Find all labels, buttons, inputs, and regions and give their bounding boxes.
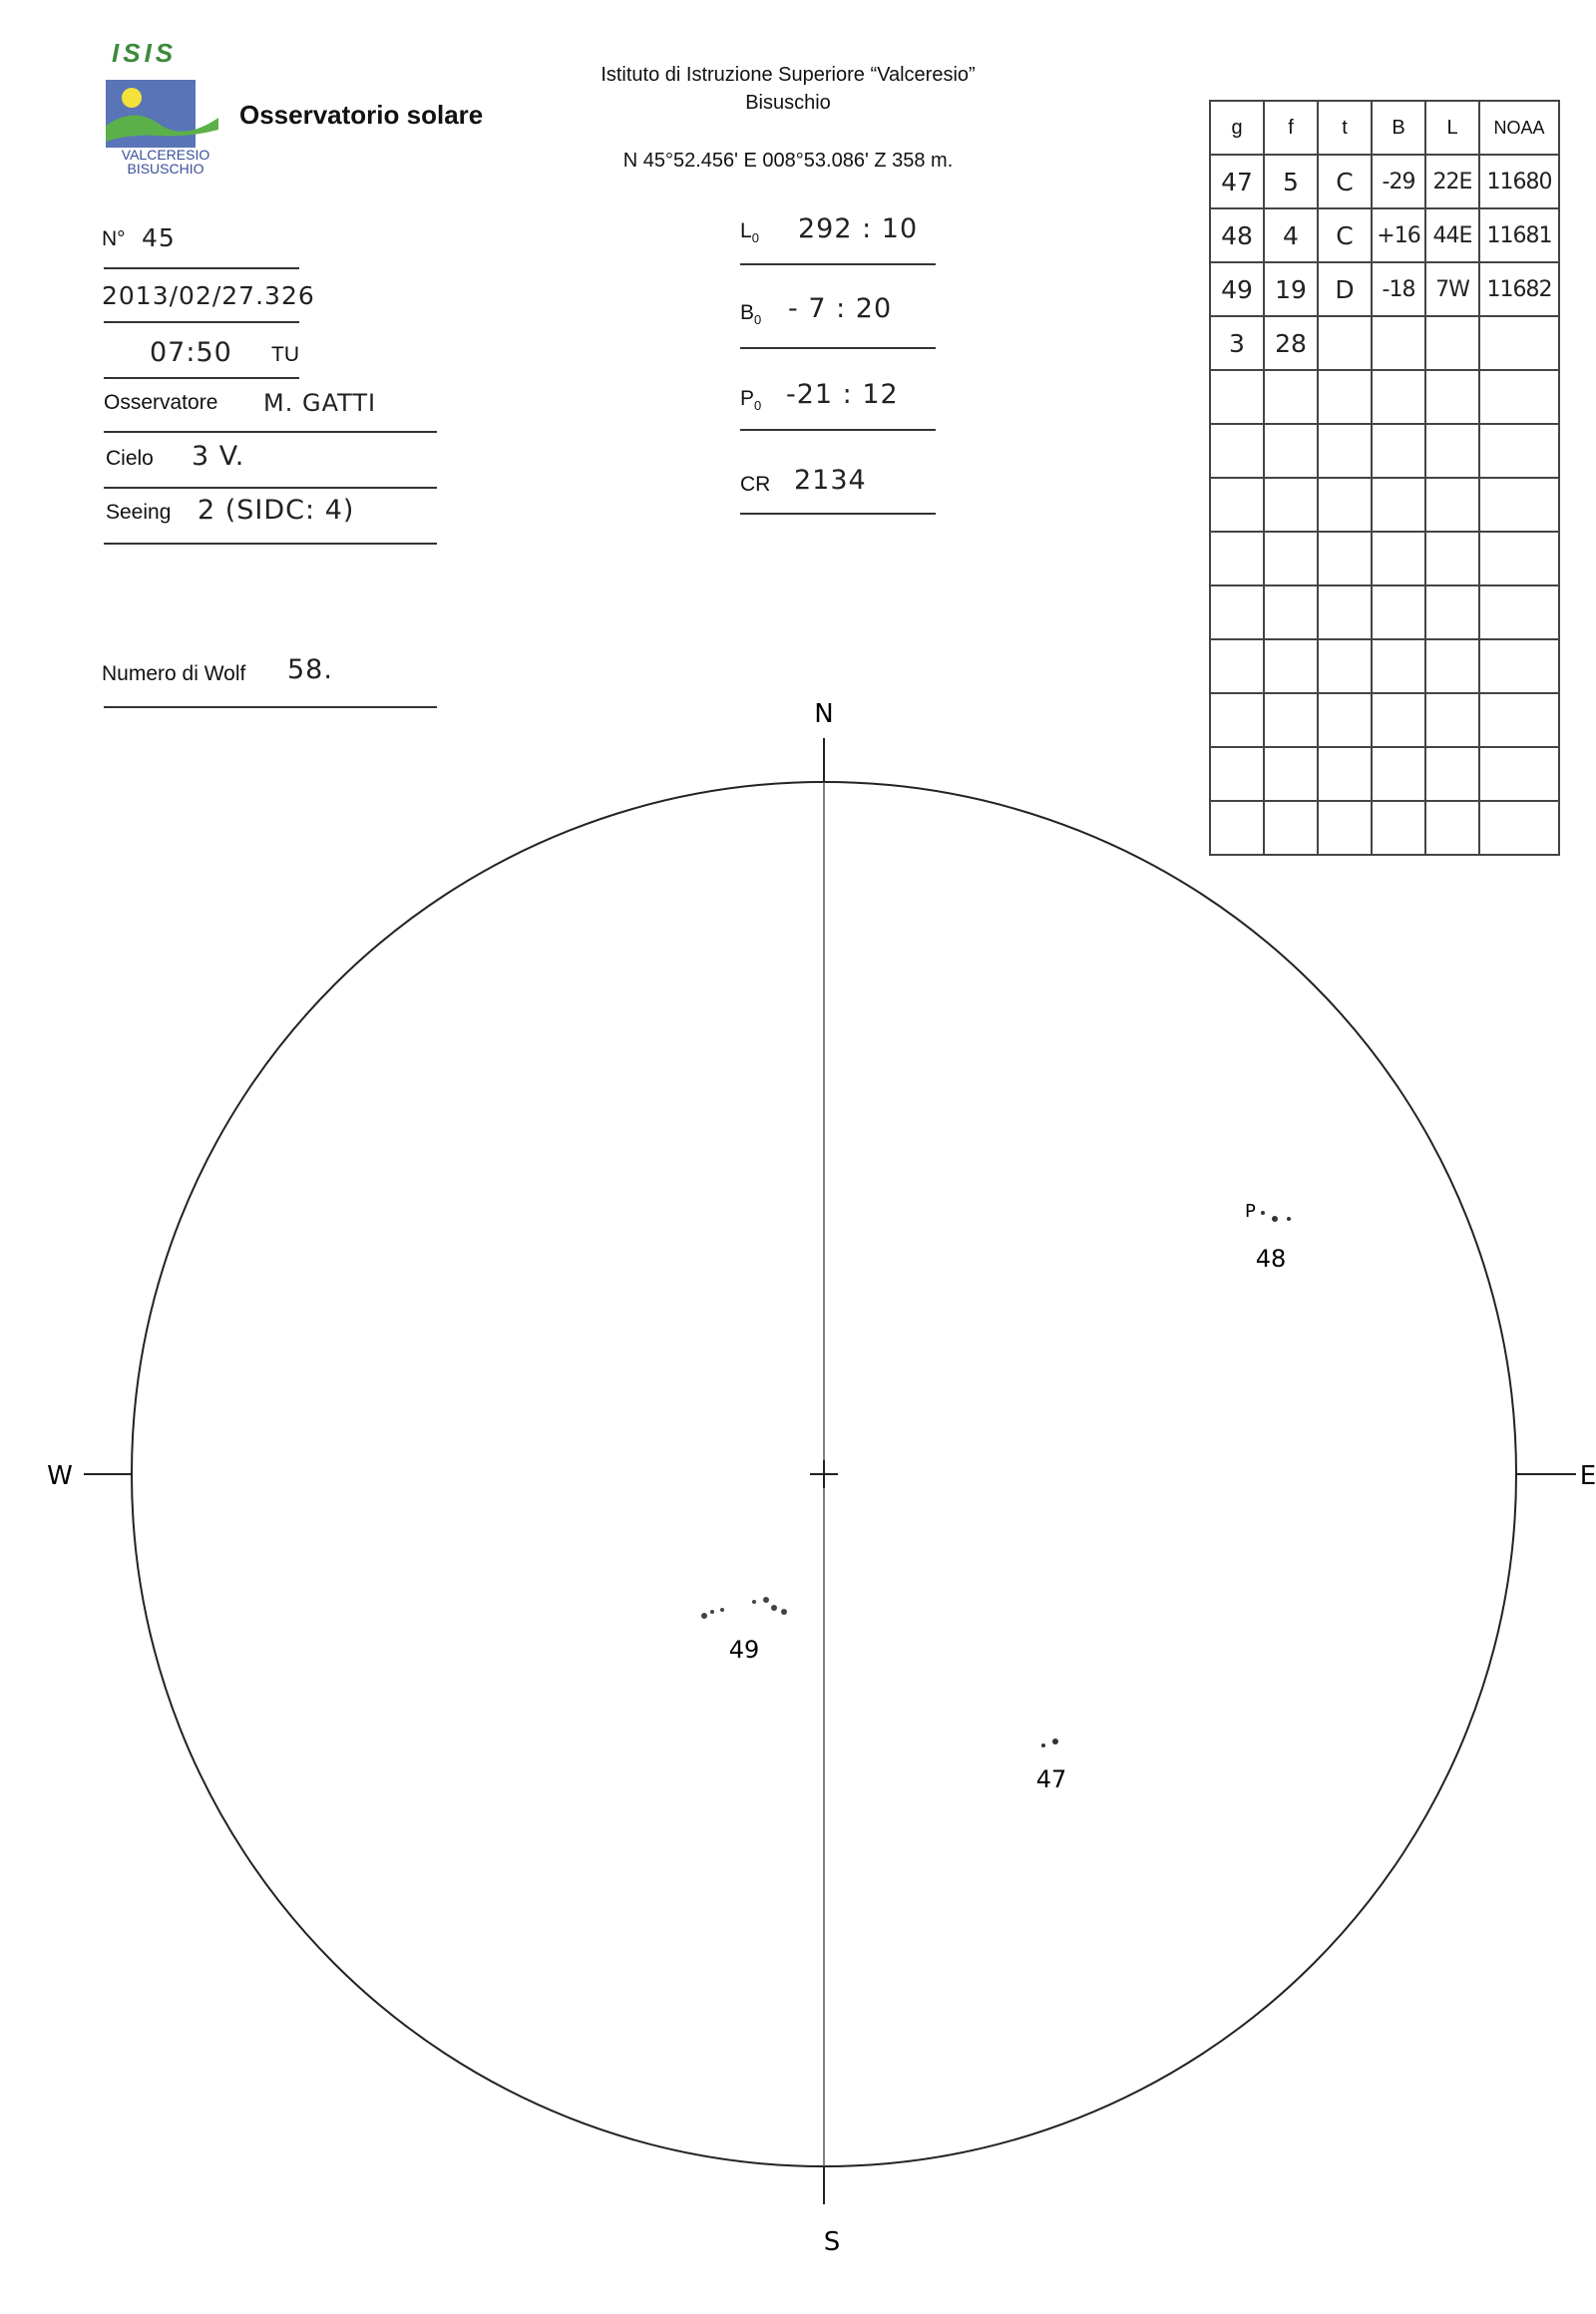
cell-g: 49 (1210, 262, 1264, 316)
header-l: L (1425, 101, 1479, 155)
group-label-49: 49 (728, 1636, 760, 1664)
group-label-48: 48 (1255, 1245, 1287, 1273)
south-label: S (823, 2227, 841, 2257)
logo-wordmark: ISIS (112, 38, 178, 68)
sky-value: 3 V. (192, 441, 245, 472)
sunspot-group-49 (701, 1597, 787, 1664)
sky-label: Cielo (106, 447, 154, 470)
cell-noaa: 11682 (1479, 262, 1559, 316)
p0-label: $P_0$ (740, 387, 762, 414)
cr-value: 2134 (794, 465, 867, 496)
cell-f: 28 (1264, 316, 1318, 370)
sunspot-dot (1261, 1211, 1265, 1215)
sunspot-dot (701, 1613, 707, 1619)
time-unit: TU (271, 343, 299, 366)
cell-noaa: 11681 (1479, 208, 1559, 262)
header-noaa: NOAA (1479, 101, 1559, 155)
header-b: B (1372, 101, 1425, 155)
penumbra-mark: P (1245, 1201, 1256, 1222)
sunspot-dot (781, 1609, 787, 1615)
time-value: 07:50 (150, 337, 232, 368)
cell-l: 7W (1425, 262, 1479, 316)
cell-l: 44E (1425, 208, 1479, 262)
cell-g: 47 (1210, 155, 1264, 208)
sunspot-dot (752, 1600, 756, 1604)
sunspot-dot (771, 1605, 777, 1611)
sunspot-group-48 (1245, 1201, 1291, 1273)
logo-subtitle-line-1: VALCERESIO (121, 147, 210, 163)
number-label: N° (102, 227, 126, 250)
logo-subtitle-line-2: BISUSCHIO (127, 161, 204, 177)
p0-value: -21 : 12 (786, 379, 899, 410)
cell-b: -18 (1372, 262, 1425, 316)
cell-t: C (1318, 155, 1372, 208)
sunspot-dot (720, 1608, 724, 1612)
number-value: 45 (142, 223, 176, 252)
cell-g: 3 (1210, 316, 1264, 370)
sunspot-dot (1287, 1217, 1291, 1221)
cell-f: 19 (1264, 262, 1318, 316)
observer-label: Osservatore (104, 391, 218, 414)
institute-town: Bisuschio (745, 92, 831, 114)
sunspot-dot (710, 1610, 714, 1614)
cell-g: 48 (1210, 208, 1264, 262)
observatory-title: Osservatorio solare (239, 100, 484, 130)
cell-b: +16 (1372, 208, 1425, 262)
date-value: 2013/02/27.326 (102, 281, 315, 310)
sunspot-group-47 (1036, 1738, 1067, 1793)
wolf-number-label: Numero di Wolf (102, 662, 246, 685)
wolf-number-value: 58. (287, 654, 333, 685)
header-g: g (1210, 101, 1264, 155)
sunspot-dot (1052, 1738, 1058, 1744)
header-f: f (1264, 101, 1318, 155)
sunspot-dot (763, 1597, 769, 1603)
seeing-value: 2 (SIDC: 4) (198, 495, 355, 526)
seeing-label: Seeing (106, 501, 172, 524)
sunspot-dot (1041, 1743, 1045, 1747)
cell-t: D (1318, 262, 1372, 316)
east-label: E (1579, 1461, 1596, 1491)
cell-l: 22E (1425, 155, 1479, 208)
l0-value: 292 : 10 (798, 213, 919, 244)
b0-value: - 7 : 20 (788, 293, 893, 324)
group-label-47: 47 (1035, 1765, 1067, 1793)
north-label: N (814, 699, 834, 729)
cr-label: CR (740, 473, 771, 496)
b0-label: $B_0$ (740, 301, 762, 328)
cell-b: -29 (1372, 155, 1425, 208)
west-label: W (47, 1461, 73, 1491)
observatory-coordinates: N 45°52.456' E 008°53.086' Z 358 m. (622, 150, 954, 172)
l0-label: $L_0$ (740, 219, 759, 246)
institute-name: Istituto di Istruzione Superiore “Valceresio” (600, 64, 976, 86)
cell-f: 5 (1264, 155, 1318, 208)
cell-noaa: 11680 (1479, 155, 1559, 208)
observer-value: M. GATTI (263, 389, 377, 417)
cell-f: 4 (1264, 208, 1318, 262)
header-t: t (1318, 101, 1372, 155)
cell-t: C (1318, 208, 1372, 262)
sunspot-dot (1272, 1216, 1278, 1222)
